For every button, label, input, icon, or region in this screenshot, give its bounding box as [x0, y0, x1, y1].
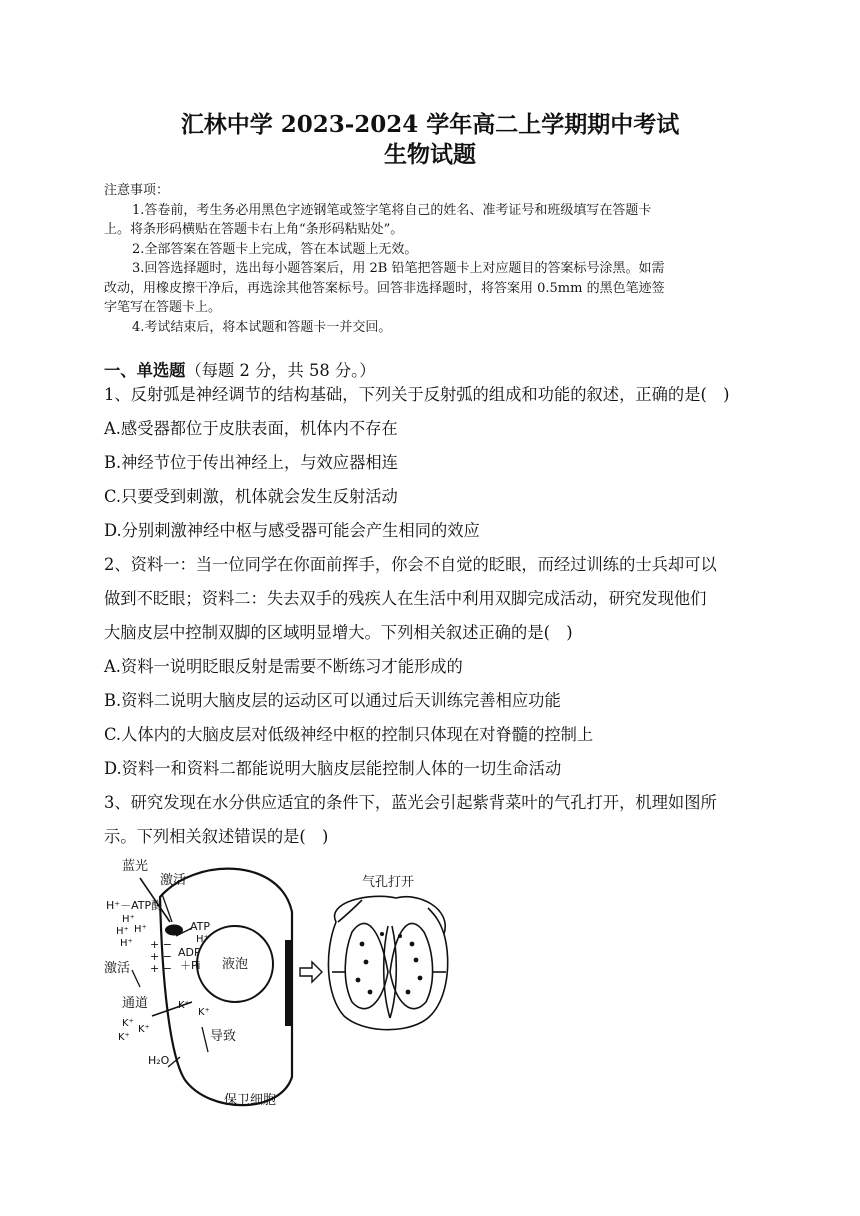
option-b: B.资料二说明大脑皮层的运动区可以通过后天训练完善相应功能 — [104, 691, 561, 710]
label-atp: ATP — [190, 920, 211, 933]
option-b: B.神经节位于传出神经上，与效应器相连 — [104, 453, 398, 472]
notice-block — [104, 181, 764, 337]
option-c: C.人体内的大脑皮层对低级神经中枢的控制只体现在对脊髓的控制上 — [104, 725, 594, 744]
option-a: A.感受器都位于皮肤表面，机体内不存在 — [104, 419, 398, 438]
guard-cell-diagram — [100, 852, 460, 1122]
label-activate-top: 激活 — [160, 873, 187, 888]
question-1 — [104, 378, 764, 854]
charge-marks: + − — [150, 962, 172, 975]
label-adp: ADP — [178, 946, 201, 959]
label-k: K⁺ — [138, 1024, 150, 1035]
question-stem: 1、反射弧是神经调节的结构基础，下列关于反射弧的组成和功能的叙述，正确的是( ) — [104, 385, 730, 404]
option-d: D.分别刺激神经中枢与感受器可能会产生相同的效应 — [104, 521, 480, 540]
label-vacuole: 液泡 — [222, 957, 249, 972]
label-pi: ＋Pi — [180, 959, 201, 972]
arrow-icon — [202, 1027, 208, 1052]
notice-heading: 注意事项： — [104, 183, 170, 198]
option-d: D.资料一和资料二都能说明大脑皮层能控制人体的一切生命活动 — [104, 759, 562, 778]
question-stem: 3、研究发现在水分供应适宜的条件下，蓝光会引起紫背菜叶的气孔打开，机理如图所 — [104, 793, 717, 812]
exam-subtitle: 生物试题 — [384, 141, 476, 168]
question-stem: 做到不眨眼；资料二：失去双手的残疾人在生活中利用双脚完成活动，研究发现他们 — [104, 589, 707, 608]
charge-marks: + − — [150, 938, 172, 951]
label-guard-cell: 保卫细胞 — [224, 1093, 277, 1108]
arrow-icon — [132, 970, 140, 987]
label-k: K⁺ — [122, 1018, 134, 1029]
notice-line: 3.回答选择题时，选出每小题答案后，用 2B 铅笔把答题卡上对应题目的答案标号涂黑。如需 — [132, 261, 665, 276]
question-stem: 大脑皮层中控制双脚的区域明显增大。下列相关叙述正确的是( ) — [104, 623, 573, 642]
label-h: H⁺ — [134, 924, 147, 935]
question-stem: 示。下列相关叙述错误的是( ) — [104, 827, 329, 846]
label-h: H⁺ — [196, 934, 209, 945]
option-c: C.只要受到刺激，机体就会发生反射活动 — [104, 487, 398, 506]
charge-marks: + − — [150, 950, 172, 963]
notice-line: 4.考试结束后，将本试题和答题卡一并交回。 — [132, 319, 392, 335]
hollow-arrow-icon — [300, 962, 322, 982]
label-k: K⁺ — [118, 1032, 130, 1043]
label-channel: 通道 — [122, 996, 149, 1011]
label-k: K⁺ — [198, 1007, 210, 1018]
question-stem: 2、资料一：当一位同学在你面前挥手，你会不自觉的眨眼，而经过训练的士兵却可以 — [104, 555, 717, 574]
stoma-dots — [356, 932, 423, 994]
option-a: A.资料一说明眨眼反射是需要不断练习才能形成的 — [104, 657, 463, 676]
label-lead-to: 导致 — [210, 1029, 237, 1044]
label-h2o: H₂O — [148, 1054, 170, 1067]
label-blue-light: 蓝光 — [122, 859, 149, 874]
notice-line: 上。将条形码横贴在答题卡右上角“条形码粘贴处”。 — [104, 222, 404, 237]
label-stoma-open: 气孔打开 — [362, 875, 415, 890]
exam-title: 汇林中学 2023-2024 学年高二上学期期中考试 — [180, 111, 680, 138]
notice-line: 2.全部答案在答题卡上完成，答在本试题上无效。 — [132, 241, 418, 257]
section-note: （每题 2 分，共 58 分。） — [185, 361, 376, 380]
notice-line: 1.答卷前，考生务必用黑色字迹钢笔或签字笔将自己的姓名、准考证号和班级填写在答题卡 — [132, 202, 652, 218]
notice-line: 字笔写在答题卡上。 — [104, 300, 222, 315]
label-k: K⁺ — [178, 1000, 190, 1011]
cell-wall-thick — [285, 940, 291, 1026]
label-h-atpase: H⁺－ATP酶 — [106, 899, 163, 912]
notice-line: 改动，用橡皮擦干净后，再选涂其他答案标号。回答非选择题时，将答案用 0.5mm 的黑色笔迹签 — [104, 280, 665, 296]
label-h: H⁺ — [122, 914, 135, 925]
label-h: H⁺ — [120, 938, 133, 949]
label-activate-left: 激活 — [104, 961, 131, 976]
label-h: H⁺ — [116, 926, 129, 937]
stoma-drawing — [328, 896, 447, 1029]
guard-cell-outline — [160, 869, 292, 1105]
section-title: 一、单选题 — [104, 361, 186, 380]
